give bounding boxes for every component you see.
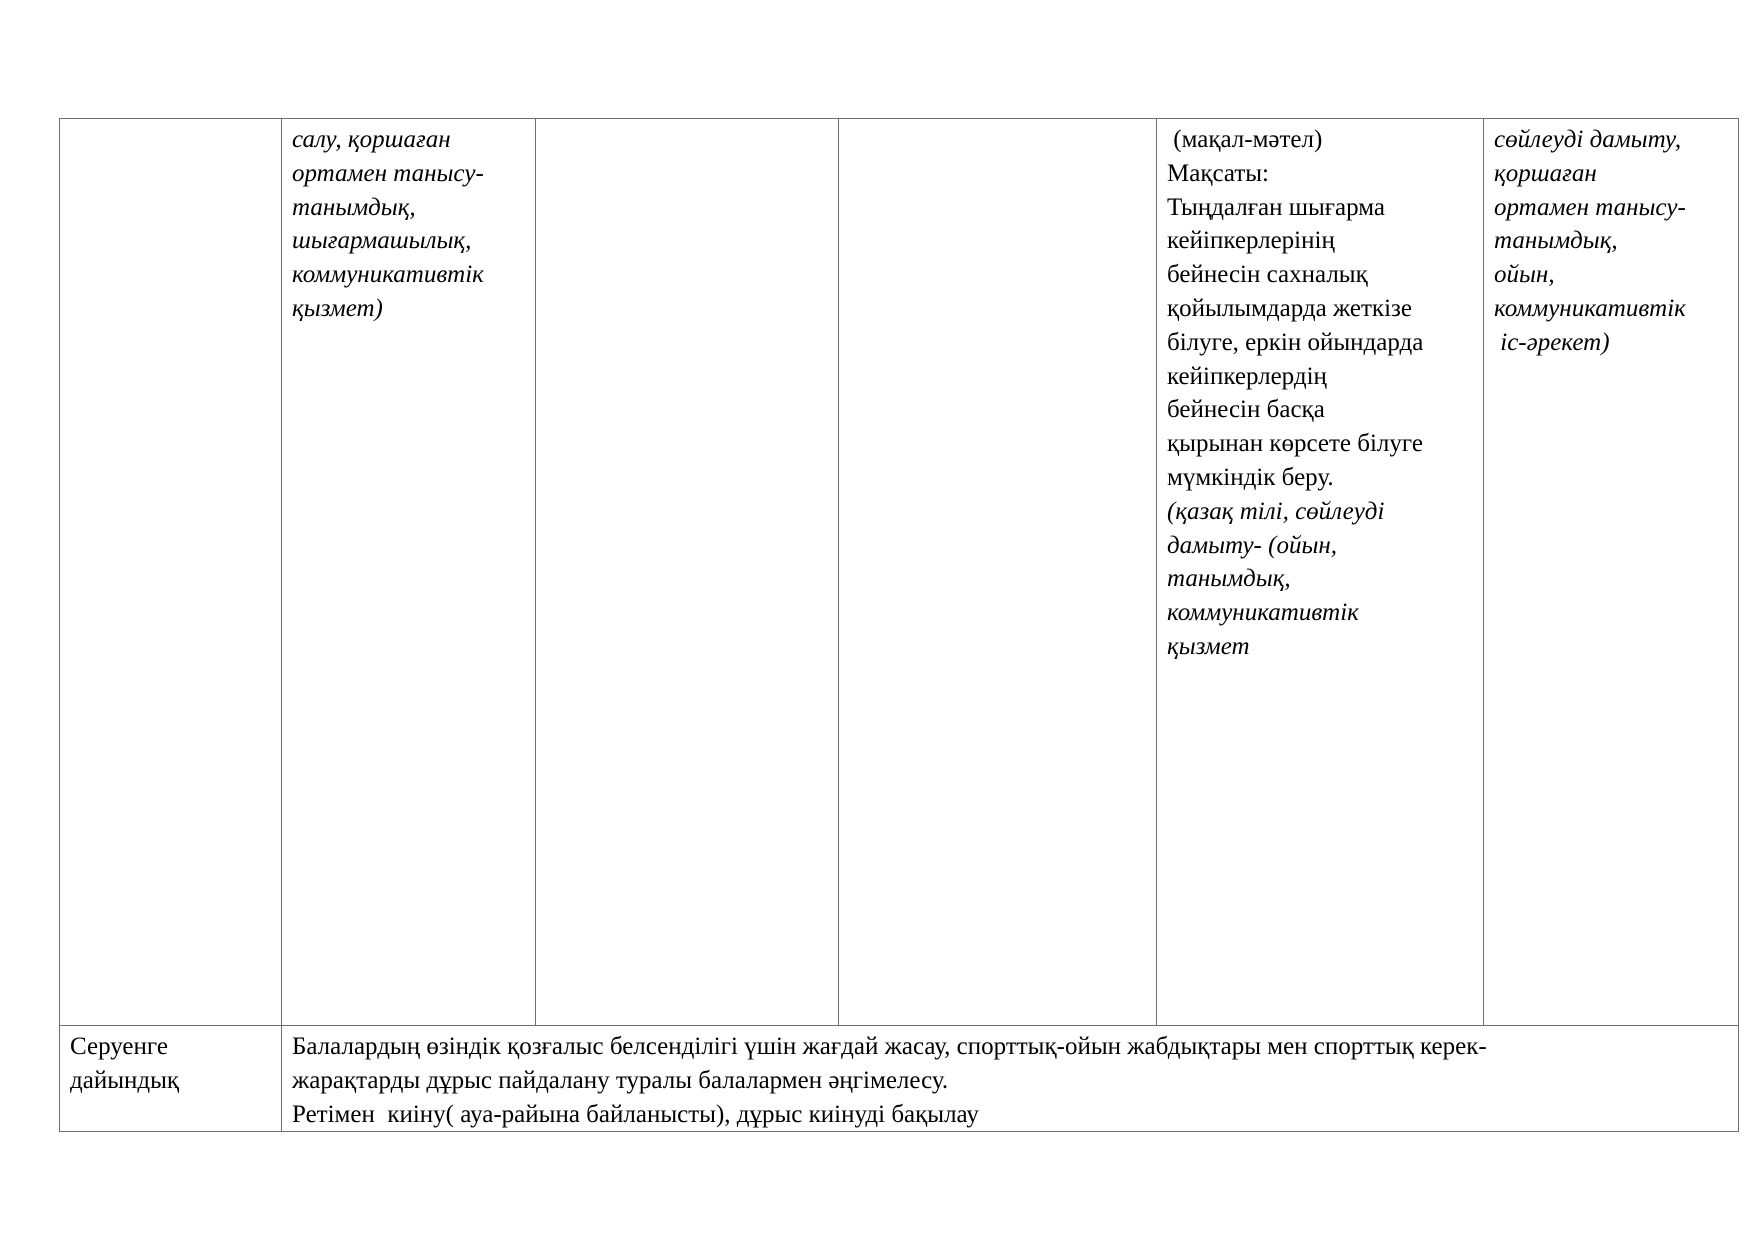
- cell-col6-line: сөйлеуді дамыту,: [1494, 126, 1682, 153]
- cell-col2-line: коммуникативтік: [292, 261, 484, 289]
- cell-col4-empty: [839, 119, 1157, 1026]
- cell-col5-italic-line: коммуникативтік: [1167, 599, 1359, 627]
- cell-col2-line: ортамен танысу-: [292, 159, 484, 187]
- walk-prep-line: жарақтарды дұрыс пайдалану туралы балалармен әңгімелесу.: [292, 1066, 949, 1094]
- cell-col6-line: коммуникативтік: [1494, 294, 1686, 322]
- walk-prep-label: Серуенге дайындық: [60, 1026, 282, 1132]
- cell-col6-line: ортамен танысу-: [1494, 193, 1686, 221]
- cell-col6: [1484, 119, 1739, 1026]
- walk-prep-description: [282, 1026, 1739, 1132]
- cell-col3-empty: [536, 119, 839, 1026]
- cell-col5-line: Мақсаты:: [1167, 159, 1269, 187]
- walk-prep-line: Балалардың өзіндік қозғалыс белсенділігі үшін жағдай жасау, спорттық-ойын жабдықтары мен спорттық керек-: [292, 1033, 1487, 1060]
- cell-col5-line: бейнесін сахналық: [1167, 261, 1368, 289]
- cell-col5-line: кейіпкерлердің: [1167, 362, 1327, 390]
- cell-col5-line: мүмкіндік беру.: [1167, 463, 1334, 491]
- cell-col5-italic-line: дамыту- (ойын,: [1167, 531, 1338, 559]
- table-row-activities: [60, 119, 1739, 1026]
- cell-col5-line: бейнесін басқа: [1167, 396, 1325, 424]
- cell-label-empty: [60, 119, 282, 1026]
- cell-col5-italic-line: (қазақ тілі, сөйлеуді: [1167, 497, 1385, 525]
- cell-col5-italic-line: танымдық,: [1167, 565, 1291, 593]
- cell-col6-line: танымдық,: [1494, 227, 1618, 255]
- cell-col6-line: ойын,: [1494, 261, 1555, 289]
- cell-col2: [282, 119, 536, 1026]
- cell-col5-line: Тыңдалған шығарма: [1167, 193, 1385, 221]
- cell-col2-line: қызмет): [292, 294, 383, 322]
- cell-col5-line: білуге, еркін ойындарда: [1167, 328, 1424, 356]
- cell-col2-line: шығармашылық,: [292, 227, 472, 255]
- cell-col5-line: кейіпкерлерінің: [1167, 227, 1335, 255]
- cell-col5: [1157, 119, 1484, 1026]
- cell-col6-line: іс-әрекет): [1494, 328, 1610, 356]
- cell-col5-line: қойылымдарда жеткізе: [1167, 294, 1412, 322]
- cell-col2-line: салу, қоршаған: [292, 126, 451, 153]
- table-row-walk-preparation: [60, 1026, 1739, 1132]
- schedule-table: [59, 118, 1739, 1132]
- cell-col5-line: қырынан көрсете білуге: [1167, 430, 1423, 458]
- cell-col6-line: қоршаған: [1494, 159, 1597, 187]
- walk-prep-line: Ретімен киіну( ауа-райына байланысты), дұрыс киінуді бақылау: [292, 1100, 979, 1128]
- cell-col2-line: танымдық,: [292, 193, 416, 221]
- cell-col5-italic-line: қызмет: [1167, 632, 1250, 660]
- cell-col5-line: (мақал-мәтел): [1167, 126, 1323, 153]
